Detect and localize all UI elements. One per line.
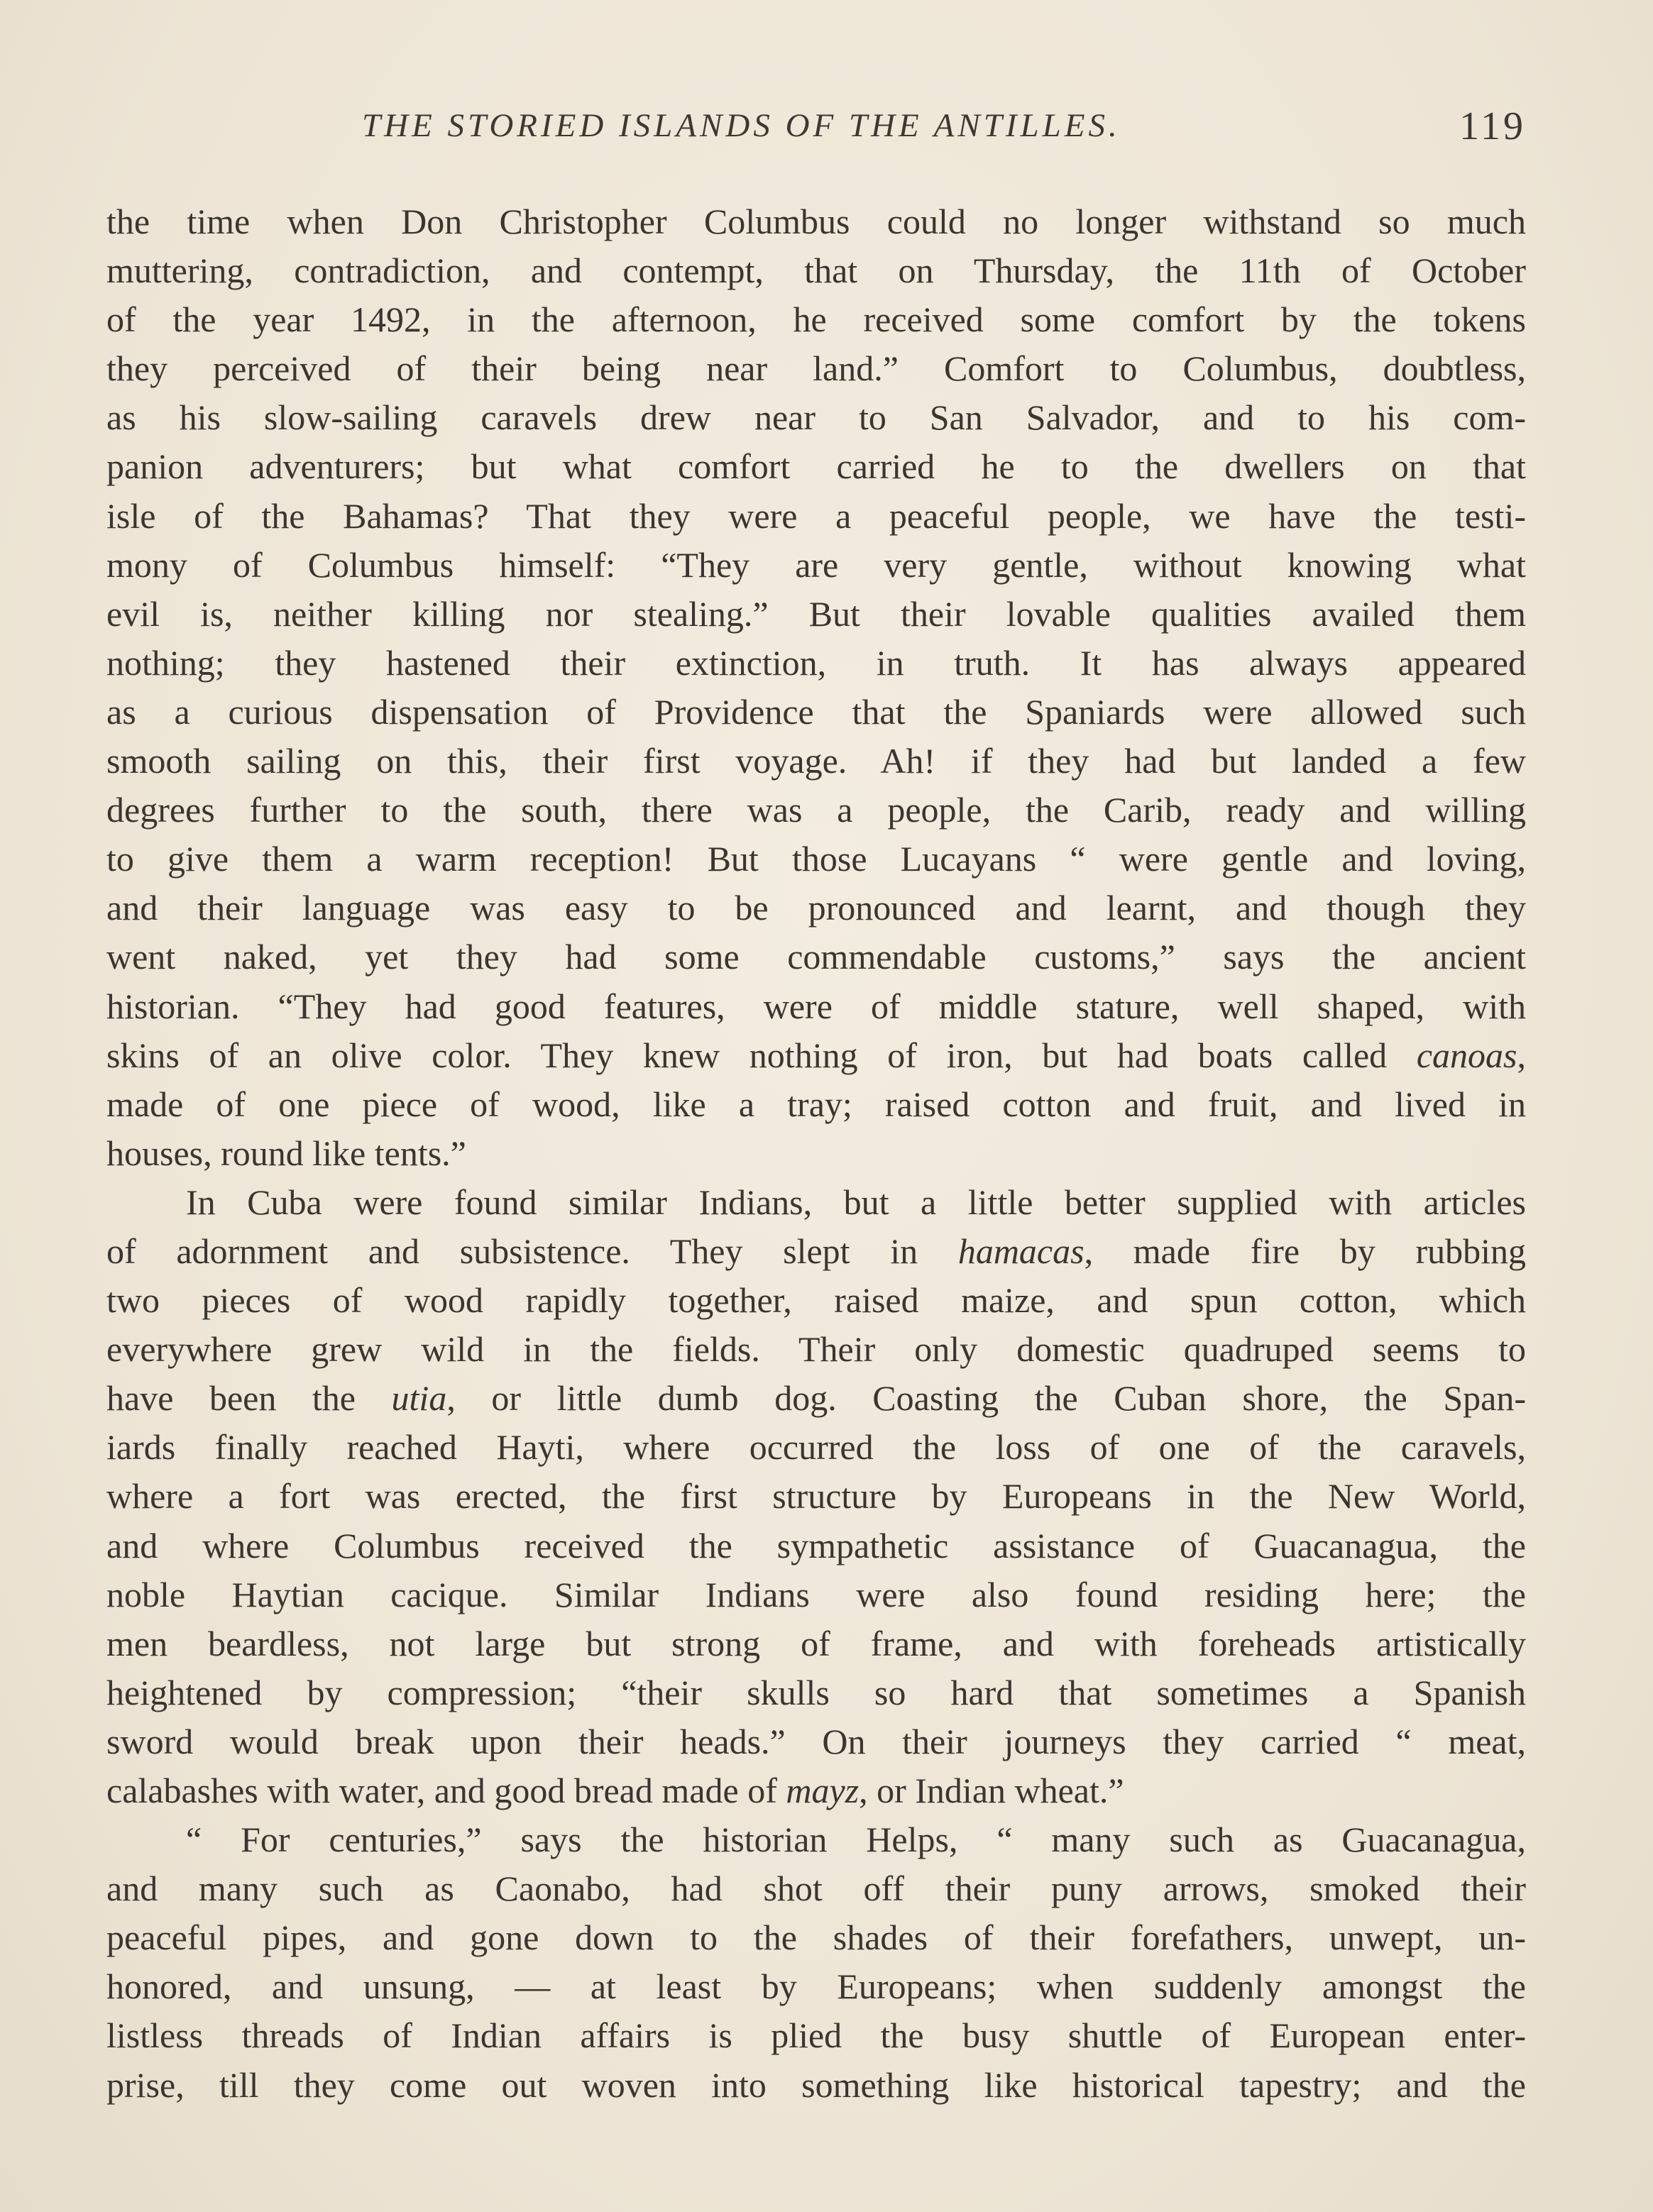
- text-line: evil is, neither killing nor stealing.” But their lovable qualities availed them: [106, 593, 1526, 634]
- text-line: In Cuba were found similar Indians, but a little better supplied with articles: [186, 1182, 1526, 1222]
- text-line: the time when Don Christopher Columbus could no longer withstand so much: [106, 202, 1526, 241]
- text-line: as a curious dispensation of Providence that the Spaniards were allowed such: [106, 691, 1526, 732]
- text-segment: have been the: [106, 1378, 392, 1419]
- text-line: and their language was easy to be pronounced and learnt, and though they: [106, 888, 1526, 928]
- text-line: mony of Columbus himself: “They are very gentle, without knowing what: [106, 544, 1526, 585]
- text-line: panion adventurers; but what comfort carried he to the dwellers on that: [106, 446, 1526, 487]
- text-segment: , or Indian wheat.”: [859, 1771, 1124, 1810]
- text-line: smooth sailing on this, their first voyage. Ah! if they had but landed a few: [106, 741, 1526, 781]
- page-number: 119: [1459, 104, 1526, 148]
- text-segment: of adornment and subsistence. They slept in: [106, 1231, 958, 1271]
- text-line: two pieces of wood rapidly together, raised maize, and spun cotton, which: [106, 1280, 1526, 1321]
- text-segment: , or little dumb dog. Coasting the Cuban shore, the Span-: [446, 1378, 1526, 1419]
- text-line: of the year 1492, in the afternoon, he received some comfort by the tokens: [106, 299, 1526, 340]
- text-line: isle of the Bahamas? That they were a peaceful people, we have the testi-: [106, 495, 1526, 536]
- text-line: where a fort was erected, the first structure by Europeans in the New World,: [106, 1476, 1526, 1517]
- text-line: [106, 1374, 1526, 1423]
- text-segment: ,: [1517, 1035, 1526, 1075]
- text-line: heightened by compression; “their skulls so hard that sometimes a Spanish: [106, 1672, 1526, 1712]
- text-line: historian. “They had good features, were of middle stature, well shaped, with: [106, 986, 1526, 1026]
- text-line: [106, 1227, 1526, 1276]
- text-segment: skins of an olive color. They knew nothing of iron, but had boats called: [106, 1035, 1417, 1075]
- italic-term: hamacas: [957, 1231, 1084, 1271]
- text-line: iards finally reached Hayti, where occurred the loss of one of the caravels,: [106, 1427, 1526, 1468]
- text-line: went naked, yet they had some commendable customs,” says the ancient: [106, 937, 1526, 977]
- text-line: listless threads of Indian affairs is plied the busy shuttle of European enter-: [106, 2015, 1526, 2056]
- text-line: as his slow-sailing caravels drew near to San Salvador, and to his com-: [106, 397, 1526, 438]
- text-line: to give them a warm reception! But those Lucayans “ were gentle and loving,: [106, 839, 1526, 879]
- text-line: houses, round like tents.”: [106, 1133, 466, 1173]
- text-line: noble Haytian cacique. Similar Indians were also found residing here; the: [106, 1574, 1526, 1614]
- text-line: men beardless, not large but strong of frame, and with foreheads artistically: [106, 1623, 1526, 1663]
- text-line: “ For centuries,” says the historian Helps, “ many such as Guacanagua,: [186, 1820, 1526, 1860]
- italic-term: utia: [391, 1378, 447, 1419]
- text-line: degrees further to the south, there was a people, the Carib, ready and willing: [106, 790, 1526, 830]
- text-line: honored, and unsung, — at least by Europeans; when suddenly amongst the: [106, 1966, 1526, 2007]
- running-head: [106, 106, 1526, 156]
- text-line: and where Columbus received the sympathetic assistance of Guacanagua, the: [106, 1525, 1526, 1566]
- italic-term: mayz: [786, 1771, 860, 1810]
- text-line: sword would break upon their heads.” On their journeys they carried “ meat,: [106, 1721, 1526, 1761]
- text-line: and many such as Caonabo, had shot off their puny arrows, smoked their: [106, 1869, 1526, 1909]
- text-line: peaceful pipes, and gone down to the shades of their forefathers, unwept, un-: [106, 1917, 1526, 1958]
- italic-term: canoas: [1416, 1035, 1517, 1075]
- text-line: they perceived of their being near land.” Comfort to Columbus, doubtless,: [106, 348, 1526, 389]
- text-segment: calabashes with water, and good bread made of: [106, 1771, 786, 1810]
- text-line: prise, till they come out woven into something like historical tapestry; and the: [106, 2064, 1526, 2105]
- text-line: everywhere grew wild in the fields. Their only domestic quadruped seems to: [106, 1329, 1526, 1370]
- text-line: [106, 1766, 1526, 1815]
- body-text: [106, 197, 1526, 2110]
- text-line: nothing; they hastened their extinction, in truth. It has always appeared: [106, 642, 1526, 683]
- text-line: made of one piece of wood, like a tray; raised cotton and fruit, and lived in: [106, 1084, 1526, 1124]
- text-segment: , made fire by rubbing: [1084, 1231, 1526, 1271]
- running-title: THE STORIED ISLANDS OF THE ANTILLES.: [362, 107, 1121, 144]
- text-line: muttering, contradiction, and contempt, that on Thursday, the 11th of October: [106, 251, 1526, 291]
- text-line: [106, 1031, 1526, 1080]
